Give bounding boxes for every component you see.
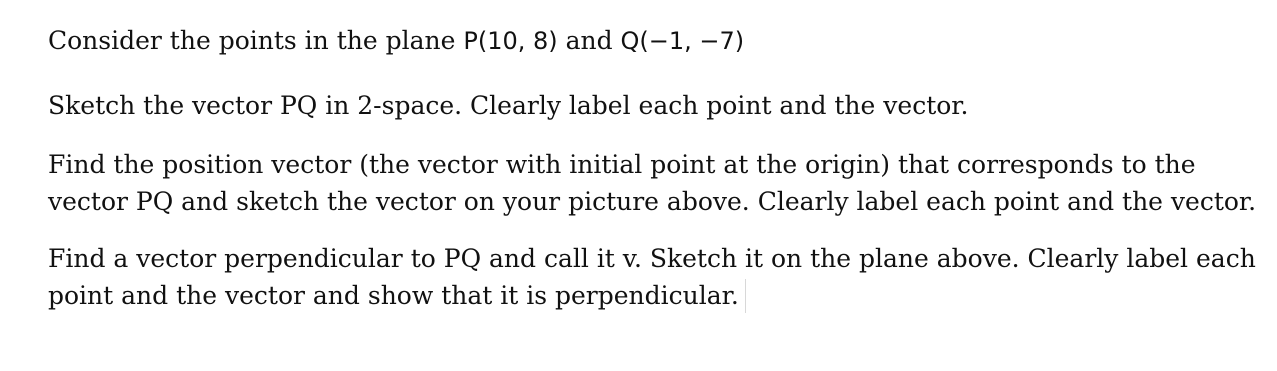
intro-connector: and: [557, 26, 621, 55]
part-3-perpendicular: [48, 240, 1258, 314]
part-1-sketch: Sketch the vector PQ in 2-space. Clearly label each point and the vector.: [48, 91, 969, 120]
text-cursor: [745, 279, 746, 313]
point-p: P(10, 8): [463, 27, 558, 55]
intro-text: Consider the points in the plane: [48, 26, 464, 55]
point-q: Q(−1, −7): [620, 27, 745, 55]
part-3-text: Find a vector perpendicular to PQ and call it v. Sketch it on the plane above. Clearly label each point and the vector and show that it is perpendicular.: [48, 244, 1256, 310]
problem-text: [48, 22, 1258, 314]
part-2-position-vector: Find the position vector (the vector with initial point at the origin) that corresponds to the vector PQ and sketch the vector on your picture above. Clearly label each point and the vector.: [48, 150, 1257, 216]
intro-paragraph: [48, 22, 1258, 60]
